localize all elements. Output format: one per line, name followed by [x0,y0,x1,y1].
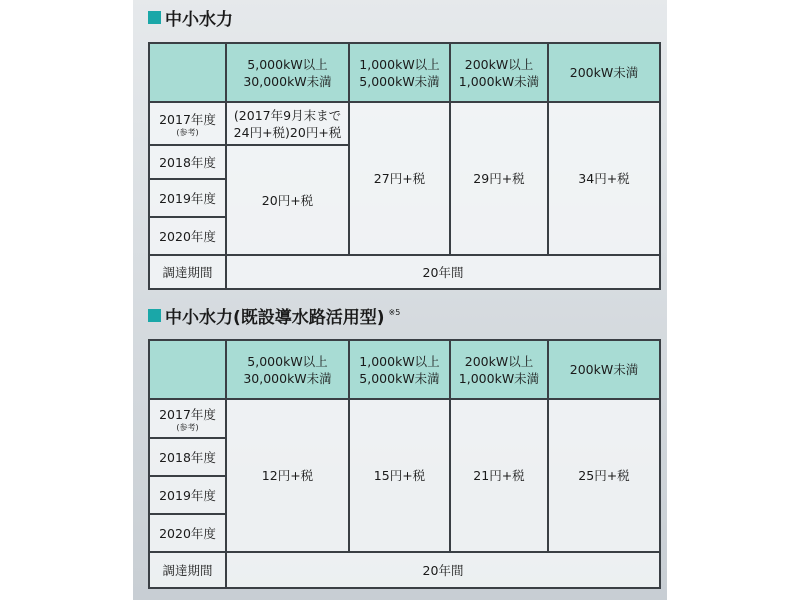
rate-cell: 21円+税 [450,399,548,552]
teal-square-marker-icon [148,309,161,322]
tariff-table-small-hydro [148,42,661,290]
year-label: 2018年度 [149,145,226,179]
rate-cell: 34円+税 [548,102,660,255]
table-row-2017 [149,102,660,145]
teal-square-marker-icon [148,11,161,24]
column-header: 5,000kW以上 30,000kW未満 [226,340,349,399]
year-label: 2019年度 [149,179,226,217]
column-header: 1,000kW以上 5,000kW未満 [349,43,450,102]
table-header-row [149,43,660,102]
table-row-2017 [149,399,660,438]
tariff-table-existing-channel [148,339,661,589]
section-title-small-hydro [148,4,233,30]
rate-cell: 12円+税 [226,399,349,552]
year-label: 2020年度 [149,217,226,255]
column-header: 1,000kW以上 5,000kW未満 [349,340,450,399]
year-label: 2020年度 [149,514,226,552]
table-header-row [149,340,660,399]
year-label: 2017年度 (参考) [149,399,226,438]
column-header: 5,000kW以上 30,000kW未満 [226,43,349,102]
column-header: 200kW未満 [548,43,660,102]
year-label: 2017年度 (参考) [149,102,226,145]
table-row-period [149,255,660,289]
rate-cell: 25円+税 [548,399,660,552]
rate-cell: 27円+税 [349,102,450,255]
period-value: 20年間 [226,552,660,588]
rate-cell: 29円+税 [450,102,548,255]
section-title-text: 中小水力(既設導水路活用型) [165,307,385,328]
rate-cell: 15円+税 [349,399,450,552]
section-title-small-hydro-existing-channel [148,302,400,328]
corner-cell [149,340,226,399]
footnote-marker: ※5 [388,307,401,317]
period-value: 20年間 [226,255,660,289]
year-label: 2019年度 [149,476,226,514]
rate-note-cell: (2017年9月末まで 24円+税)20円+税 [226,102,349,145]
column-header: 200kW以上 1,000kW未満 [450,43,548,102]
corner-cell [149,43,226,102]
column-header: 200kW未満 [548,340,660,399]
year-label: 2018年度 [149,438,226,476]
section-title-text: 中小水力 [165,9,233,30]
column-header: 200kW以上 1,000kW未満 [450,340,548,399]
rate-cell: 20円+税 [226,145,349,255]
period-label: 調達期間 [149,255,226,289]
table-row-period [149,552,660,588]
period-label: 調達期間 [149,552,226,588]
